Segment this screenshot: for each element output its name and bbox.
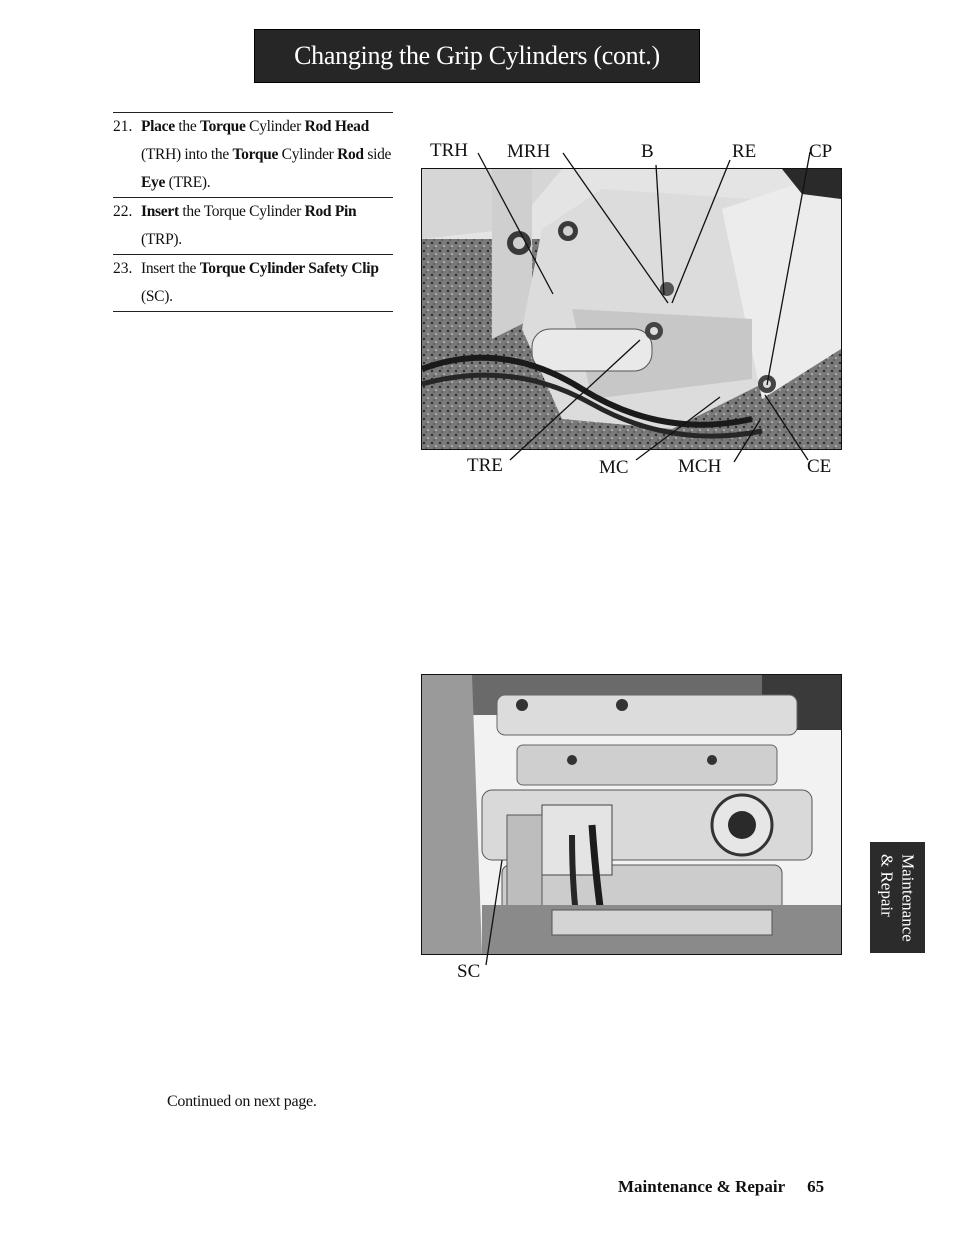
side-tab-line2: & Repair xyxy=(877,853,897,917)
step-text-run: Cylinder xyxy=(245,118,305,135)
step-text-bold: Rod xyxy=(304,203,332,220)
step-text-run: Insert the xyxy=(141,260,200,277)
callout-b: B xyxy=(641,141,654,162)
step-21 xyxy=(113,113,393,198)
step-text-run: Cylinder xyxy=(278,146,338,163)
step-23 xyxy=(113,255,393,312)
callout-mc: MC xyxy=(599,457,629,478)
step-text-run: (TRP). xyxy=(141,231,182,248)
page-title: Changing the Grip Cylinders (cont.) xyxy=(294,41,660,70)
step-text xyxy=(141,255,393,311)
torque-cylinder-photo xyxy=(421,168,842,450)
page-title-box xyxy=(254,29,700,83)
step-text-bold: Pin xyxy=(334,203,357,220)
step-text-bold: Rod xyxy=(337,146,364,163)
section-side-tab xyxy=(870,842,925,953)
step-text-run: (TRE). xyxy=(165,174,211,191)
step-text-bold: Torque xyxy=(232,146,279,163)
step-22 xyxy=(113,198,393,255)
callout-mch: MCH xyxy=(678,456,722,477)
instruction-steps xyxy=(113,112,393,312)
callout-cp: CP xyxy=(809,141,833,162)
continued-note: Continued on next page. xyxy=(167,1093,317,1110)
side-tab-line1: Maintenance xyxy=(898,853,918,942)
step-number: 21. xyxy=(113,118,133,135)
footer-section: Maintenance & Repair xyxy=(618,1177,786,1196)
safety-clip-photo xyxy=(421,674,842,955)
page-footer xyxy=(618,1177,824,1197)
step-text-bold: Torque xyxy=(199,118,246,135)
callout-ce: CE xyxy=(807,456,832,477)
step-number: 22. xyxy=(113,203,133,220)
step-text xyxy=(141,113,393,197)
step-text-bold: Head xyxy=(334,118,369,135)
step-text-bold: Torque Cylinder Safety xyxy=(199,260,348,277)
page-number: 65 xyxy=(807,1177,825,1196)
step-text-bold: Eye xyxy=(141,174,166,191)
callout-tre: TRE xyxy=(467,455,503,476)
step-text-run: the Torque Cylinder xyxy=(178,203,305,220)
step-number: 23. xyxy=(113,260,133,277)
callout-re: RE xyxy=(732,141,757,162)
callout-mrh: MRH xyxy=(507,141,551,162)
step-text-run: side xyxy=(363,146,392,163)
callout-trh: TRH xyxy=(430,140,468,161)
step-text-bold: Clip xyxy=(351,260,379,277)
step-text xyxy=(141,198,393,254)
step-text-bold: Insert xyxy=(141,203,179,220)
step-text-run: (TRH) into the xyxy=(141,146,233,163)
step-text-run: (SC). xyxy=(141,288,173,305)
step-text-bold: Rod xyxy=(304,118,332,135)
callout-sc: SC xyxy=(457,961,481,982)
step-text-run: the xyxy=(174,118,200,135)
step-text-bold: Place xyxy=(141,118,175,135)
